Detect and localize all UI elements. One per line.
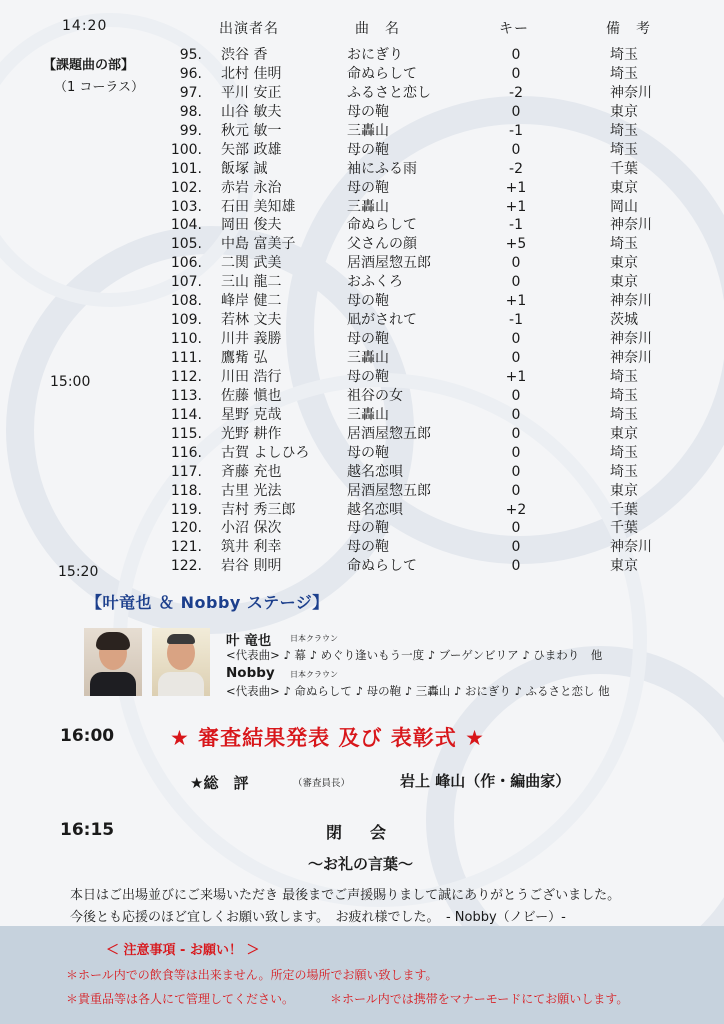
key-change: 0 [511, 274, 521, 291]
performer-name: 秋元 敏一 [221, 122, 282, 139]
entry-number: 95. [179, 47, 202, 63]
prefecture: 埼玉 [610, 47, 638, 63]
table-row [0, 122, 724, 141]
time-1500: 15:00 [50, 374, 91, 390]
closing-time: 16:15 [60, 820, 115, 840]
performer-name: 渋谷 香 [221, 47, 268, 63]
notice-line-2: ＊貴重品等は各人にて管理してください。 [66, 992, 295, 1006]
song-title: 三轟山 [347, 198, 389, 215]
song-title: ふるさと恋し [347, 84, 431, 101]
award-title: ★ 審査結果発表 及び 表彰式 ★ [170, 726, 485, 750]
prefecture: 千葉 [610, 520, 638, 537]
song-title: 居酒屋惣五郎 [347, 482, 431, 499]
prefecture: 埼玉 [610, 387, 638, 404]
entry-number: 116. [170, 444, 202, 461]
entry-number: 104. [170, 217, 202, 234]
prefecture: 神奈川 [610, 350, 652, 366]
prefecture: 東京 [610, 482, 638, 499]
key-change: 0 [511, 406, 521, 423]
entry-number: 109. [170, 312, 202, 329]
table-row [0, 141, 724, 160]
performer-name: 岡田 俊夫 [221, 217, 282, 234]
performer-list [0, 46, 724, 576]
prefecture: 千葉 [610, 501, 638, 518]
column-header-song: 曲 名 [355, 21, 400, 37]
artist2-label: 日本クラウン [290, 670, 338, 679]
key-change: 0 [511, 331, 521, 348]
song-title: 母の鞄 [347, 368, 389, 385]
prefecture: 神奈川 [610, 293, 652, 310]
entry-number: 98. [179, 103, 202, 120]
table-row [0, 254, 724, 273]
prefecture: 神奈川 [610, 217, 652, 234]
entry-number: 121. [170, 539, 202, 556]
song-title: 凪がされて [347, 312, 417, 329]
key-change: 0 [511, 463, 521, 480]
column-header-key: キー [499, 21, 529, 37]
table-row [0, 519, 724, 538]
song-title: 母の鞄 [347, 539, 389, 556]
song-title: 命ぬらして [347, 65, 417, 82]
prefecture: 茨城 [610, 312, 638, 329]
key-change: 0 [511, 425, 521, 442]
entry-number: 106. [170, 255, 202, 272]
prefecture: 神奈川 [610, 331, 652, 348]
time-1520: 15:20 [58, 564, 99, 580]
table-row [0, 557, 724, 576]
song-title: 母の鞄 [347, 293, 389, 310]
key-change: -1 [509, 122, 523, 139]
entry-number: 100. [170, 141, 202, 158]
table-row [0, 46, 724, 65]
table-row [0, 330, 724, 349]
notice-line-1: ＊ホール内での飲食等は出来ません。所定の場所でお願い致します。 [66, 968, 438, 982]
song-title: 母の鞄 [347, 179, 389, 196]
key-change: 0 [511, 47, 521, 63]
entry-number: 105. [170, 236, 202, 253]
entry-number: 122. [170, 558, 202, 575]
entry-number: 111. [170, 350, 202, 366]
performer-name: 山谷 敏夫 [221, 103, 282, 120]
key-change: +1 [505, 179, 527, 196]
start-time: 14:20 [62, 18, 108, 34]
performer-name: 矢部 政雄 [221, 141, 282, 158]
key-change: +1 [505, 368, 527, 385]
song-title: 命ぬらして [347, 558, 417, 575]
artist1-name: 叶 竜也 [226, 633, 272, 649]
performer-name: 二関 武美 [221, 255, 282, 272]
table-row [0, 103, 724, 122]
entry-number: 120. [170, 520, 202, 537]
song-title: おふくろ [347, 274, 403, 291]
performer-name: 古賀 よしひろ [221, 444, 310, 461]
review-sublabel: （審査員長） [293, 778, 351, 789]
prefecture: 東京 [610, 558, 638, 575]
performer-name: 小沼 保次 [221, 520, 282, 537]
song-title: 母の鞄 [347, 331, 389, 348]
key-change: 0 [511, 539, 521, 556]
table-row [0, 425, 724, 444]
prefecture: 東京 [610, 274, 638, 291]
key-change: +5 [505, 236, 527, 253]
key-change: +2 [505, 501, 527, 518]
key-change: 0 [511, 141, 521, 158]
song-title: 越名恋唄 [347, 463, 403, 480]
table-row [0, 216, 724, 235]
prefecture: 埼玉 [610, 236, 638, 253]
entry-number: 107. [170, 274, 202, 291]
entry-number: 97. [179, 84, 202, 101]
prefecture: 東京 [610, 103, 638, 120]
artist1-songs: <代表曲> ♪ 幕 ♪ めぐり逢いもう一度 ♪ ブーゲンビリア ♪ ひまわり 他 [226, 648, 603, 662]
entry-number: 117. [170, 463, 202, 480]
key-change: -1 [509, 312, 523, 329]
table-row [0, 538, 724, 557]
song-title: 居酒屋惣五郎 [347, 255, 431, 272]
table-row [0, 179, 724, 198]
key-change: 0 [511, 350, 521, 366]
key-change: 0 [511, 65, 521, 82]
thanks-title: 〜お礼の言葉〜 [308, 855, 414, 873]
entry-number: 118. [170, 482, 202, 499]
artist1-label: 日本クラウン [290, 634, 338, 643]
key-change: 0 [511, 103, 521, 120]
performer-name: 古里 光法 [221, 482, 282, 499]
column-header-note: 備 考 [606, 21, 651, 37]
key-change: 0 [511, 482, 521, 499]
prefecture: 岡山 [610, 198, 638, 215]
table-row [0, 311, 724, 330]
thanks-line-2: 今後とも応援のほど宜しくお願い致します。 お疲れ様でした。 - Nobby（ノビー）- [70, 910, 566, 925]
table-row [0, 368, 724, 387]
performer-name: 川井 義勝 [221, 331, 282, 348]
notice-line-3: ＊ホール内では携帯をマナーモードにてお願いします。 [330, 992, 629, 1006]
table-row [0, 482, 724, 501]
table-row [0, 444, 724, 463]
song-title: 母の鞄 [347, 520, 389, 537]
table-row [0, 198, 724, 217]
performer-name: 吉村 秀三郎 [221, 501, 296, 518]
entry-number: 99. [179, 122, 202, 139]
key-change: 0 [511, 444, 521, 461]
entry-number: 115. [170, 425, 202, 442]
performer-name: 岩谷 則明 [221, 558, 282, 575]
table-row [0, 273, 724, 292]
section-title: 【課題曲の部】 [43, 58, 135, 73]
prefecture: 埼玉 [610, 65, 638, 82]
entry-number: 112. [170, 368, 202, 385]
column-header-name: 出演者名 [219, 21, 279, 37]
entry-number: 102. [170, 179, 202, 196]
entry-number: 101. [170, 160, 202, 177]
key-change: 0 [511, 558, 521, 575]
key-change: +1 [505, 293, 527, 310]
performer-name: 飯塚 誠 [221, 160, 268, 177]
song-title: 三轟山 [347, 122, 389, 139]
song-title: 母の鞄 [347, 141, 389, 158]
song-title: 越名恋唄 [347, 501, 403, 518]
stage-title: 【叶竜也 ＆ Nobby ステージ】 [86, 593, 329, 612]
song-title: 母の鞄 [347, 444, 389, 461]
artist2-photo [152, 628, 210, 696]
entry-number: 103. [170, 198, 202, 215]
prefecture: 埼玉 [610, 141, 638, 158]
prefecture: 神奈川 [610, 539, 652, 556]
table-row [0, 84, 724, 103]
table-row [0, 235, 724, 254]
song-title: 母の鞄 [347, 103, 389, 120]
award-time: 16:00 [60, 726, 115, 746]
performer-name: 赤岩 永治 [221, 179, 282, 196]
entry-number: 114. [170, 406, 202, 423]
key-change: +1 [505, 198, 527, 215]
performer-name: 三山 龍二 [221, 274, 282, 291]
notice-title: ＜ 注意事項 - お願い！ ＞ [106, 943, 260, 958]
key-change: 0 [511, 387, 521, 404]
song-title: 三轟山 [347, 406, 389, 423]
prefecture: 埼玉 [610, 368, 638, 385]
artist2-name: Nobby [226, 665, 275, 681]
performer-name: 斉藤 充也 [221, 463, 282, 480]
closing-title: 閉 会 [326, 823, 393, 842]
prefecture: 埼玉 [610, 122, 638, 139]
key-change: -2 [509, 160, 523, 177]
table-row [0, 292, 724, 311]
table-row [0, 65, 724, 84]
table-row [0, 160, 724, 179]
song-title: 父さんの顔 [347, 236, 417, 253]
song-title: 居酒屋惣五郎 [347, 425, 431, 442]
performer-name: 北村 佳明 [221, 65, 282, 82]
prefecture: 埼玉 [610, 444, 638, 461]
song-title: 三轟山 [347, 350, 389, 366]
prefecture: 東京 [610, 179, 638, 196]
key-change: 0 [511, 520, 521, 537]
thanks-line-1: 本日はご出場並びにご来場いただき 最後までご声援賜りまして誠にありがとうございました。 [70, 888, 621, 903]
artist2-songs: <代表曲> ♪ 命ぬらして ♪ 母の鞄 ♪ 三轟山 ♪ おにぎり ♪ ふるさと恋し 他 [226, 684, 610, 698]
table-row [0, 501, 724, 520]
performer-name: 平川 安正 [221, 84, 282, 101]
key-change: 0 [511, 255, 521, 272]
section-subtitle: （1 コーラス） [54, 80, 145, 95]
prefecture: 千葉 [610, 160, 638, 177]
table-row [0, 387, 724, 406]
song-title: 袖にふる雨 [347, 160, 417, 177]
performer-name: 星野 克哉 [221, 406, 282, 423]
review-name: 岩上 峰山（作・編曲家） [400, 772, 571, 790]
song-title: おにぎり [347, 47, 403, 63]
table-row [0, 406, 724, 425]
performer-name: 筑井 利幸 [221, 539, 282, 556]
performer-name: 佐藤 愼也 [221, 387, 282, 404]
performer-name: 川田 浩行 [221, 368, 282, 385]
entry-number: 108. [170, 293, 202, 310]
entry-number: 119. [170, 501, 202, 518]
performer-name: 石田 美知雄 [221, 198, 296, 215]
table-row [0, 463, 724, 482]
song-title: 祖谷の女 [347, 387, 403, 404]
performer-name: 若林 文夫 [221, 312, 282, 329]
artist1-photo [84, 628, 142, 696]
prefecture: 東京 [610, 255, 638, 272]
entry-number: 113. [170, 387, 202, 404]
prefecture: 東京 [610, 425, 638, 442]
review-label: ★総 評 [190, 774, 249, 792]
prefecture: 埼玉 [610, 463, 638, 480]
song-title: 命ぬらして [347, 217, 417, 234]
entry-number: 96. [179, 65, 202, 82]
performer-name: 鷹觜 弘 [221, 350, 268, 366]
table-row [0, 349, 724, 368]
entry-number: 110. [170, 331, 202, 348]
prefecture: 埼玉 [610, 406, 638, 423]
performer-name: 峰岸 健二 [221, 293, 282, 310]
performer-name: 中島 富美子 [221, 236, 296, 253]
performer-name: 光野 耕作 [221, 425, 282, 442]
key-change: -1 [509, 217, 523, 234]
prefecture: 神奈川 [610, 84, 652, 101]
key-change: -2 [509, 84, 523, 101]
